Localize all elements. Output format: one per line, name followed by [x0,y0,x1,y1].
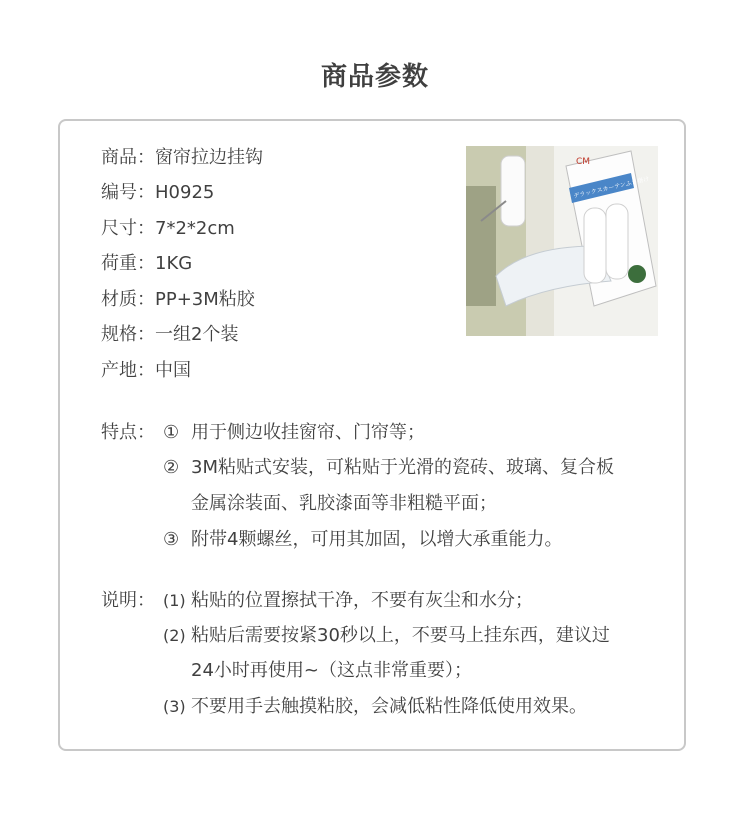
spec-label: 材质： [101,289,155,310]
hook-in-package [584,208,606,283]
note-text: 粘贴后需要按紧30秒以上，不要马上挂东西，建议过 [191,625,610,646]
spec-value: 中国 [155,360,191,381]
spec-value: H0925 [155,182,215,203]
spec-row-material [101,288,255,312]
spec-row-spec [101,323,238,347]
feature-text: 金属涂装面、乳胶漆面等非粗糙平面； [191,493,497,514]
spec-label: 商品： [101,147,155,168]
package-label: デラックスカーテンふさ掛け [572,175,650,200]
brand-logo: CM [576,157,591,167]
feature-mark: ② [163,457,180,478]
note-mark: (1) [163,591,186,610]
note-text: 粘贴的位置擦拭干净，不要有灰尘和水分； [191,590,533,611]
spec-label: 荷重： [101,253,155,274]
feature-text: 用于侧边收挂窗帘、门帘等； [191,422,425,443]
spec-label: 规格： [101,324,155,345]
spec-value: PP+3M粘胶 [155,289,255,310]
spec-row-load [101,252,192,276]
features-label: 特点： [101,422,155,443]
spec-row-code [101,181,214,205]
hook-mounted [501,156,525,226]
feature-text: 3M粘贴式安装，可粘贴于光滑的瓷砖、玻璃、复合板 [191,457,614,478]
spec-row-size [101,217,235,241]
note-text: 24小时再使用~（这点非常重要）； [191,660,472,681]
note-mark: (2) [163,626,186,645]
spec-label: 编号： [101,182,155,203]
notes-label: 说明： [101,590,155,611]
spec-row-name [101,146,263,170]
feature-text: 附带4颗螺丝，可用其加固，以增大承重能力。 [191,529,563,550]
product-photo [466,146,658,336]
spec-value: 窗帘拉边挂钩 [155,147,263,168]
note-text: 不要用手去触摸粘胶，会减低粘性降低使用效果。 [191,696,587,717]
spec-label: 尺寸： [101,218,155,239]
curtain-shape [466,186,496,306]
feature-mark: ① [163,422,180,443]
spec-value: 1KG [155,253,193,274]
spec-value: 一组2个装 [155,324,239,345]
spec-value: 7*2*2cm [155,218,235,239]
spec-label: 产地： [101,360,155,381]
page-title: 商品参数 [320,62,429,92]
hook-in-package [606,204,628,279]
note-mark: (3) [163,697,186,716]
feature-mark: ③ [163,529,180,550]
spec-row-origin [101,359,191,383]
